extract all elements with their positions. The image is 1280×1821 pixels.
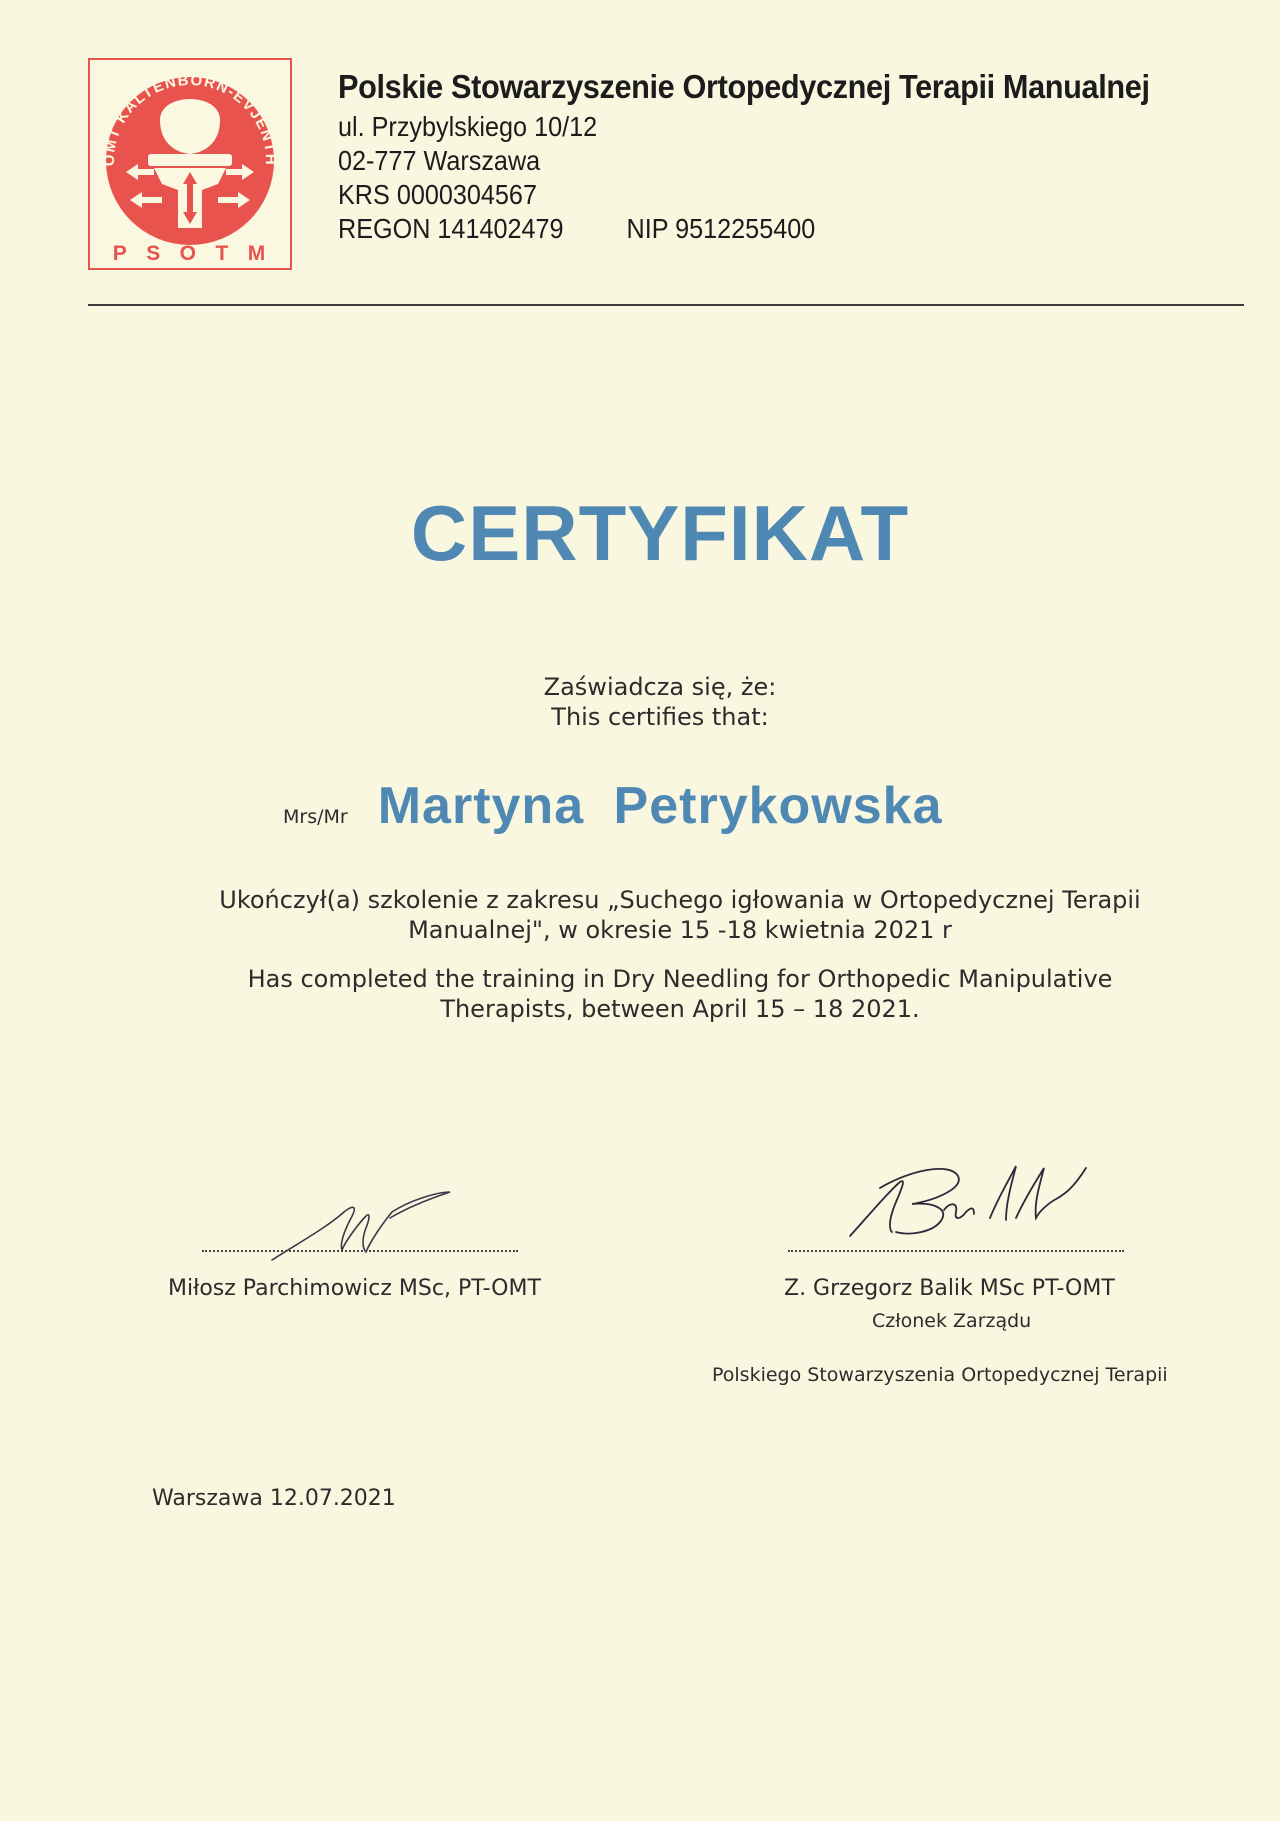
organization-krs: KRS 0000304567 (338, 179, 537, 210)
right-signatory-organization: Polskiego Stowarzyszenia Ortopedycznej Terapii (712, 1364, 1168, 1386)
organization-regon: REGON 141402479 (338, 213, 564, 244)
organization-header (338, 68, 1211, 246)
certificate-title: CERTYFIKAT (410, 489, 910, 577)
logo-ring-text: OMT KALTENBORN-EVJENTH (100, 71, 280, 167)
right-signatory-name: Z. Grzegorz Balik MSc PT-OMT (784, 1276, 1115, 1301)
left-signature-icon (270, 1186, 460, 1266)
logo-emblem-icon (90, 60, 290, 268)
header-divider (88, 304, 1244, 306)
organization-city: 02-777 Warszawa (338, 145, 541, 176)
place-and-date: Warszawa 12.07.2021 (152, 1486, 396, 1511)
psotm-logo (88, 58, 292, 270)
right-signatory-role: Członek Zarządu (872, 1310, 1032, 1332)
left-signatory-name: Miłosz Parchimowicz MSc, PT-OMT (168, 1276, 541, 1301)
completion-line: Therapists, between April 15 – 18 2021. (440, 995, 920, 1023)
certifies-block (20, 672, 1280, 732)
completion-line: Manualnej", w okresie 15 -18 kwietnia 2021 r (408, 916, 952, 944)
honorific-label: Mrs/Mr (283, 806, 348, 828)
completion-text-en (200, 964, 1160, 1024)
logo-letter: P (112, 242, 129, 265)
recipient-row (283, 776, 943, 836)
right-signature-icon (840, 1158, 1100, 1254)
recipient-name: Martyna Petrykowska (377, 777, 943, 835)
organization-name: Polskie Stowarzyszenie Ortopedycznej Terapii Manualnej (338, 68, 1150, 105)
logo-letter: T (215, 242, 231, 265)
completion-line: Ukończył(a) szkolenie z zakresu „Suchego igłowania w Ortopedycznej Terapii (219, 886, 1141, 914)
logo-letter: M (247, 242, 268, 265)
certifies-text-en: This certifies that: (551, 703, 769, 731)
logo-letter: O (179, 242, 198, 265)
organization-nip: NIP 9512255400 (626, 213, 816, 244)
organization-ids (338, 212, 1123, 246)
completion-text-pl (200, 885, 1160, 945)
completion-line: Has completed the training in Dry Needling for Orthopedic Manipulative (247, 965, 1113, 993)
right-signature-line (788, 1250, 1124, 1252)
logo-letters (90, 242, 290, 266)
left-signature-line (202, 1250, 518, 1252)
organization-street: ul. Przybylskiego 10/12 (338, 111, 598, 142)
certifies-text-pl: Zaświadcza się, że: (543, 673, 777, 701)
logo-letter: S (146, 242, 163, 265)
